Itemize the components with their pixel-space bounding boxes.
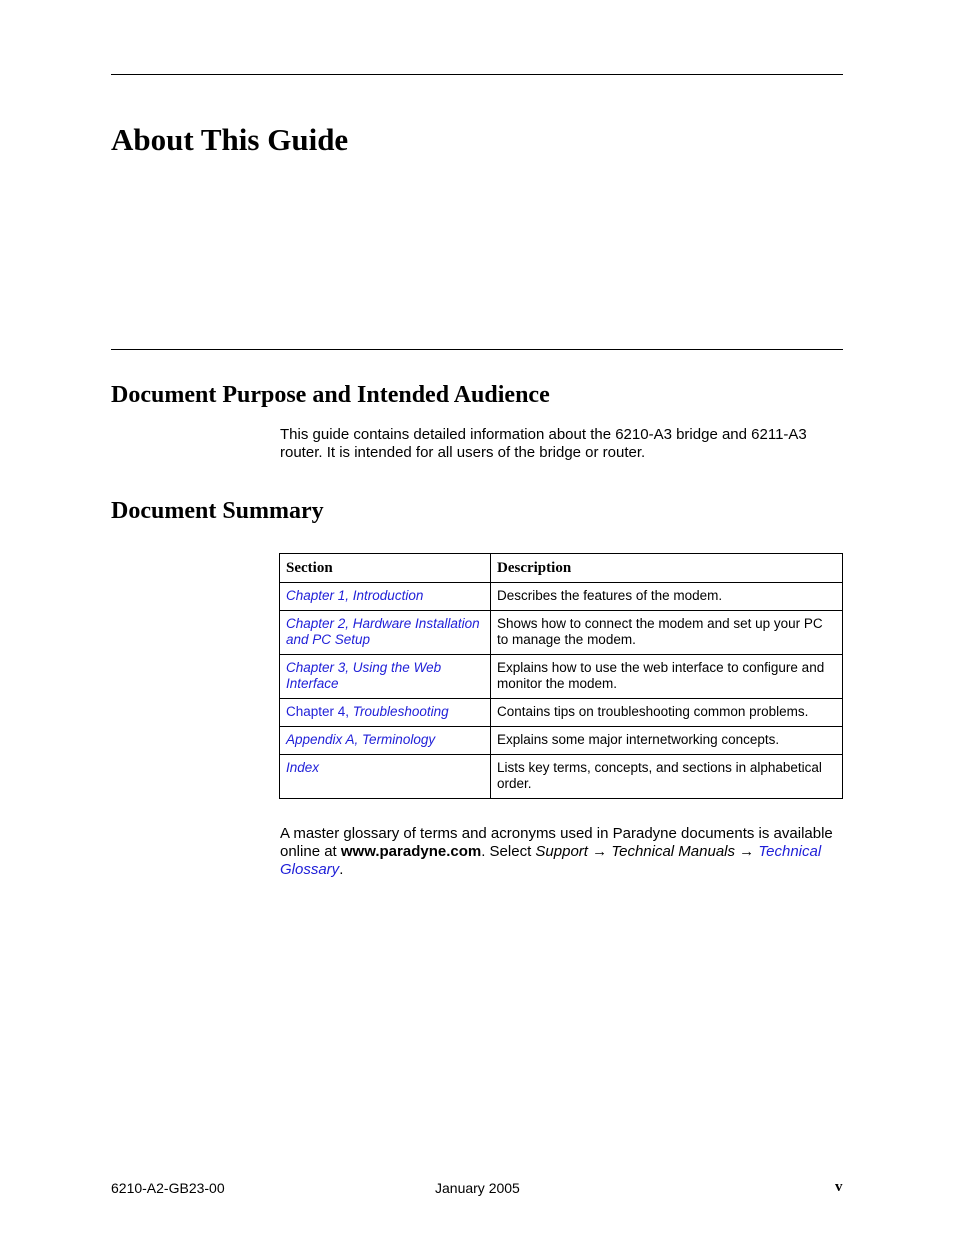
table-row xyxy=(280,583,843,611)
table-row xyxy=(280,699,843,727)
summary-table xyxy=(279,553,843,799)
table-cell-description: Explains some major internetworking concepts. xyxy=(491,727,843,755)
table-row xyxy=(280,611,843,655)
chapter-4-prefix[interactable]: Chapter 4, xyxy=(286,704,353,719)
chapter-3-link[interactable]: Chapter 3, Using the Web Interface xyxy=(286,660,442,691)
glossary-select-text: . Select xyxy=(481,843,536,860)
glossary-period: . xyxy=(339,861,344,878)
column-header-section: Section xyxy=(280,554,491,583)
appendix-a-link[interactable]: Appendix A, Terminology xyxy=(286,732,436,747)
table-cell-description: Contains tips on troubleshooting common problems. xyxy=(491,699,843,727)
summary-heading: Document Summary xyxy=(111,498,324,524)
technical-glossary-link[interactable]: Technical Glossary xyxy=(280,843,822,878)
table-row xyxy=(280,755,843,799)
table-row xyxy=(280,655,843,699)
chapter-4-link[interactable]: Troubleshooting xyxy=(352,704,449,719)
chapter-1-link[interactable]: Chapter 1, Introduction xyxy=(286,588,424,603)
table-cell-description: Explains how to use the web interface to configure and monitor the modem. xyxy=(491,655,843,699)
footer-date: January 2005 xyxy=(435,1180,520,1196)
top-rule xyxy=(111,74,843,75)
chapter-2-link[interactable]: Chapter 2, Hardware Installation and PC Setup xyxy=(286,616,480,647)
support-menu-step: Support xyxy=(535,843,588,860)
purpose-paragraph: This guide contains detailed information about the 6210-A3 bridge and 6211-A3 router. It is intended for all users of the bridge or router. xyxy=(280,426,807,461)
arrow-glyph: → xyxy=(739,843,755,860)
arrow-glyph: → xyxy=(592,843,608,860)
glossary-paragraph xyxy=(280,825,842,879)
page-title: About This Guide xyxy=(111,122,349,157)
column-header-description: Description xyxy=(491,554,843,583)
table-row xyxy=(280,727,843,755)
paradyne-url: www.paradyne.com xyxy=(340,843,482,860)
footer-doc-number: 6210-A2-GB23-00 xyxy=(111,1180,225,1196)
footer-page-number: v xyxy=(835,1179,843,1195)
purpose-heading: Document Purpose and Intended Audience xyxy=(111,382,550,408)
technical-manuals-step: Technical Manuals xyxy=(611,843,735,860)
index-link[interactable]: Index xyxy=(286,760,320,775)
table-cell-description: Shows how to connect the modem and set up your PC to manage the modem. xyxy=(491,611,843,655)
table-cell-description: Lists key terms, concepts, and sections in alphabetical order. xyxy=(491,755,843,799)
table-header-row xyxy=(280,554,843,583)
table-cell-description: Describes the features of the modem. xyxy=(491,583,843,611)
section-rule xyxy=(111,349,843,350)
glossary-text: A master glossary of terms and acronyms used in Paradyne documents is available online at xyxy=(280,825,833,860)
